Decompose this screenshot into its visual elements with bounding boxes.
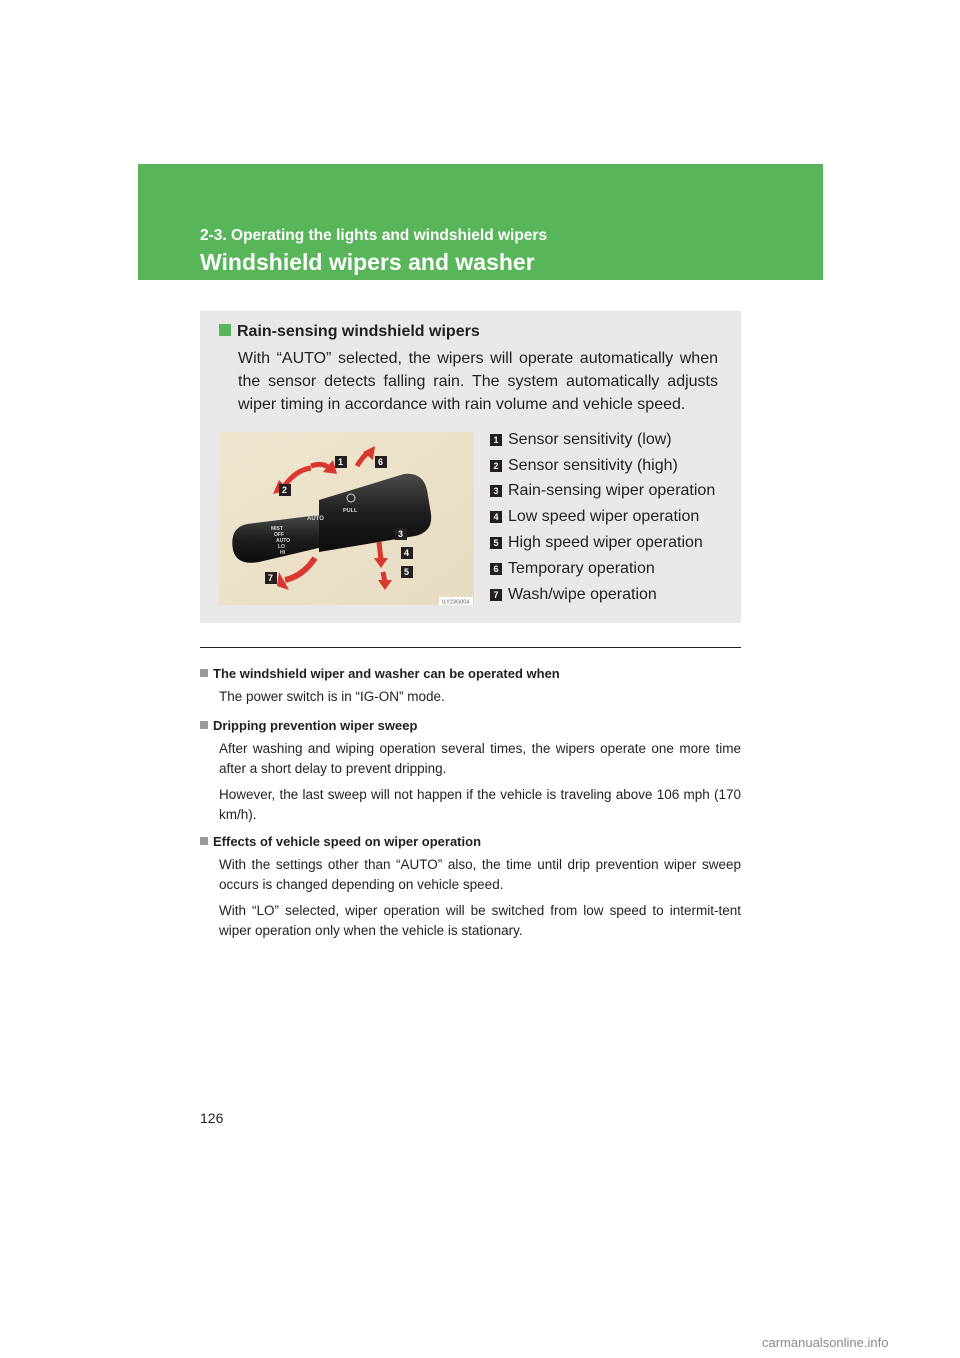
number-badge: 4 [490, 511, 502, 523]
item-label: Temporary operation [508, 559, 655, 577]
section-title: 2-3. Operating the lights and windshield wipers [200, 227, 548, 244]
page-title: Windshield wipers and washer [200, 249, 535, 275]
list-item [490, 479, 715, 505]
note-heading-text: The windshield wiper and washer can be operated when [213, 666, 560, 681]
section-divider [200, 647, 741, 648]
knob-label-auto: AUTO [307, 516, 324, 522]
panel-description: With “AUTO” selected, the wipers will operate automatically when the sensor detects falling rain. The system automatically adjusts wiper timing in accordance with rain volume and vehicle speed. [238, 350, 718, 413]
item-label: Wash/wipe operation [508, 585, 657, 603]
note-heading-text: Dripping prevention wiper sweep [213, 718, 418, 733]
switch-label-off: OFF [274, 532, 284, 538]
list-item [490, 530, 715, 556]
callout-4: 4 [404, 548, 410, 558]
callout-3: 3 [398, 529, 404, 539]
item-label: Rain-sensing wiper operation [508, 482, 716, 500]
note-heading-text: Effects of vehicle speed on wiper operation [213, 834, 482, 849]
tip-label-pull: PULL [343, 508, 358, 514]
bullet-square-icon [200, 837, 208, 845]
panel-heading [219, 323, 480, 341]
panel-heading-text: Rain-sensing windshield wipers [237, 323, 480, 340]
list-item [490, 427, 715, 453]
watermark: carmanualsonline.info [762, 1335, 889, 1350]
switch-label-mist: MIST [271, 526, 283, 532]
note-operation-conditions [200, 666, 741, 707]
note-paragraph: With “LO” selected, wiper operation will be switched from low speed to intermit-tent wiper operation only when the vehicle is stationary. [219, 903, 741, 938]
bullet-square-icon [219, 324, 231, 336]
note-paragraph: With the settings other than “AUTO” also, the time until drip prevention wiper sweep occurs is changed depending on vehicle speed. [219, 857, 741, 892]
note-paragraph: After washing and wiping operation several times, the wipers operate one more time after a short delay to prevent dripping. [219, 741, 741, 776]
note-vehicle-speed-effects [200, 834, 741, 941]
callout-5: 5 [404, 567, 410, 577]
item-label: Sensor sensitivity (high) [508, 456, 678, 474]
note-heading [200, 834, 741, 849]
list-item [490, 504, 715, 530]
item-label: High speed wiper operation [508, 534, 703, 552]
bullet-square-icon [200, 669, 208, 677]
callout-7: 7 [268, 573, 274, 583]
note-heading [200, 666, 741, 681]
item-label: Sensor sensitivity (low) [508, 430, 672, 448]
legend-list [490, 427, 715, 608]
callout-1: 1 [338, 457, 344, 467]
auto-down-arrow-icon [379, 542, 381, 560]
switch-label-lo: LO [278, 544, 285, 550]
image-code: ILY23G004 [442, 599, 470, 605]
note-heading [200, 718, 741, 733]
note-paragraph: The power switch is in “IG-ON” mode. [219, 689, 445, 704]
note-dripping-prevention [200, 718, 741, 825]
item-label: Low speed wiper operation [508, 508, 700, 526]
number-badge: 2 [490, 460, 502, 472]
number-badge: 7 [490, 589, 502, 601]
callout-2: 2 [282, 485, 288, 495]
list-item [490, 556, 715, 582]
number-badge: 3 [490, 485, 502, 497]
switch-label-hi: HI [280, 550, 285, 556]
callout-6: 6 [378, 457, 384, 467]
wiper-lever-illustration [219, 432, 474, 605]
switch-label-auto: AUTO [276, 538, 291, 544]
number-badge: 1 [490, 434, 502, 446]
note-paragraph: However, the last sweep will not happen if the vehicle is traveling above 106 mph (170 km/h). [219, 787, 741, 822]
page-number: 126 [200, 1110, 224, 1126]
list-item [490, 453, 715, 479]
list-item [490, 582, 715, 608]
number-badge: 6 [490, 563, 502, 575]
bullet-square-icon [200, 721, 208, 729]
number-badge: 5 [490, 537, 502, 549]
